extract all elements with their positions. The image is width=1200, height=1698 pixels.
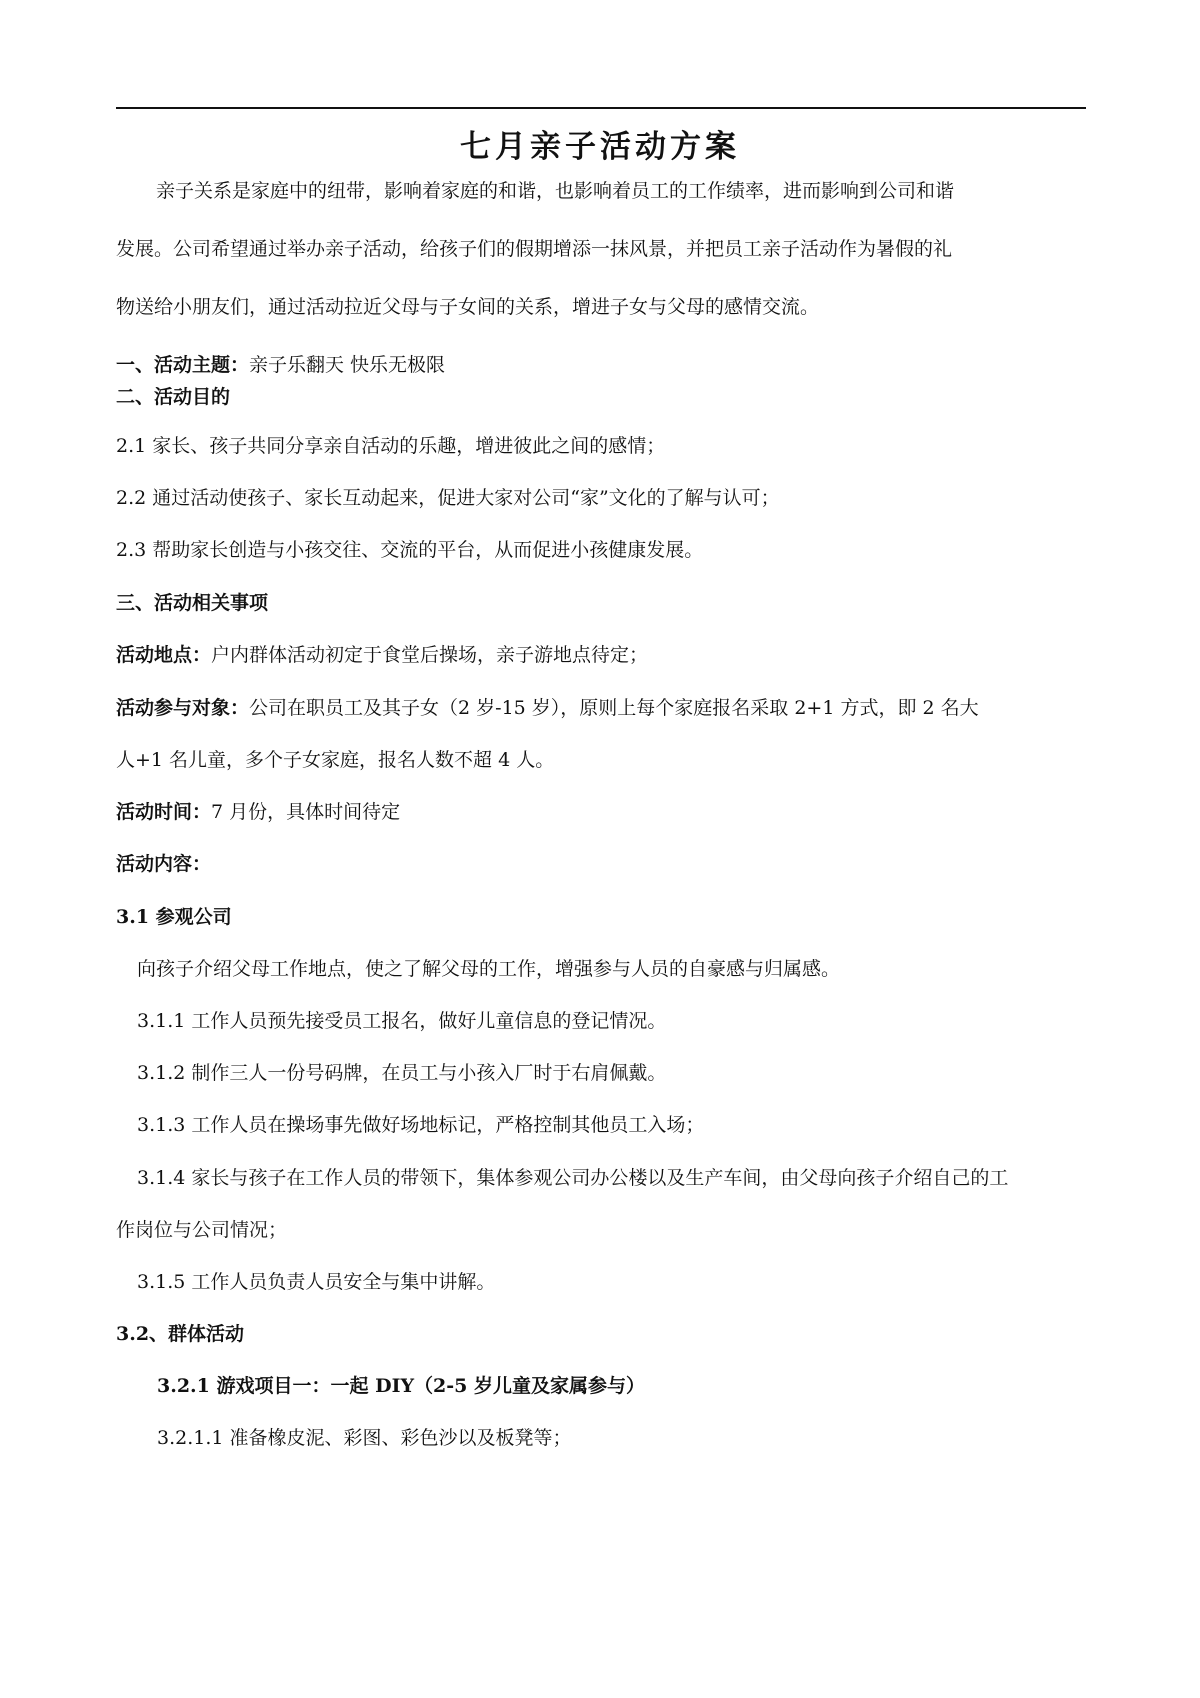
sub31-item-3: 3.1.3 工作人员在操场事先做好场地标记，严格控制其他员工入场； (137, 1114, 705, 1136)
time-text: 7 月份，具体时间待定 (211, 801, 401, 823)
sub31-lead: 向孩子介绍父母工作地点，使之了解父母的工作，增强参与人员的自豪感与归属感。 (137, 958, 841, 980)
sub31-item-2: 3.1.2 制作三人一份号码牌，在员工与小孩入厂时于右肩佩戴。 (137, 1062, 667, 1084)
section1-line (116, 351, 445, 379)
time-line (116, 798, 400, 826)
section2-heading: 二、活动目的 (116, 386, 231, 408)
location-line (116, 641, 648, 669)
document-title: 七月亲子活动方案 (460, 129, 740, 165)
intro-line-1: 亲子关系是家庭中的纽带，影响着家庭的和谐，也影响着员工的工作绩率，进而影响到公司和谐 (156, 180, 955, 202)
section2-item-2: 2.2 通过活动使孩子、家长互动起来，促进大家对公司“家”文化的了解与认可； (116, 487, 780, 509)
content-label: 活动内容： (116, 853, 212, 875)
location-text: 户内群体活动初定于食堂后操场，亲子游地点待定； (211, 644, 649, 666)
game1-heading: 3.2.1 游戏项目一：一起 DIY（2-5 岁儿童及家属参与） (157, 1375, 645, 1397)
section3-heading: 三、活动相关事项 (116, 592, 269, 614)
section2-item-1: 2.1 家长、孩子共同分享亲自活动的乐趣，增进彼此之间的感情； (116, 435, 666, 457)
game1-item-1: 3.2.1.1 准备橡皮泥、彩图、彩色沙以及板凳等； (157, 1427, 572, 1449)
intro-line-3: 物送给小朋友们，通过活动拉近父母与子女间的关系，增进子女与父母的感情交流。 (116, 296, 820, 318)
participants-line-2: 人+1 名儿童，多个子女家庭，报名人数不超 4 人。 (116, 749, 555, 771)
participants-label: 活动参与对象： (116, 697, 250, 719)
section2-item-3: 2.3 帮助家长创造与小孩交往、交流的平台，从而促进小孩健康发展。 (116, 539, 704, 561)
sub31-item-1: 3.1.1 工作人员预先接受员工报名，做好儿童信息的登记情况。 (137, 1010, 667, 1032)
participants-text-1: 公司在职员工及其子女（2 岁-15 岁），原则上每个家庭报名采取 2+1 方式，即 2 名大 (249, 697, 979, 719)
header-rule (116, 107, 1086, 109)
intro-line-2: 发展。公司希望通过举办亲子活动，给孩子们的假期增添一抹风景，并把员工亲子活动作为暑假的礼 (116, 238, 953, 260)
sub31-heading: 3.1 参观公司 (116, 906, 232, 928)
sub31-item-4: 3.1.4 家长与孩子在工作人员的带领下，集体参观公司办公楼以及生产车间，由父母向孩子介绍自己的工 (137, 1167, 1009, 1189)
participants-line-1 (116, 694, 979, 722)
section1-label: 一、活动主题： (116, 354, 250, 376)
sub31-item-4-continuation: 作岗位与公司情况； (116, 1219, 288, 1241)
sub32-heading: 3.2、群体活动 (116, 1323, 245, 1345)
location-label: 活动地点： (116, 644, 212, 666)
sub31-item-5: 3.1.5 工作人员负责人员安全与集中讲解。 (137, 1271, 496, 1293)
time-label: 活动时间： (116, 801, 212, 823)
section1-text: 亲子乐翻天 快乐无极限 (249, 354, 446, 376)
